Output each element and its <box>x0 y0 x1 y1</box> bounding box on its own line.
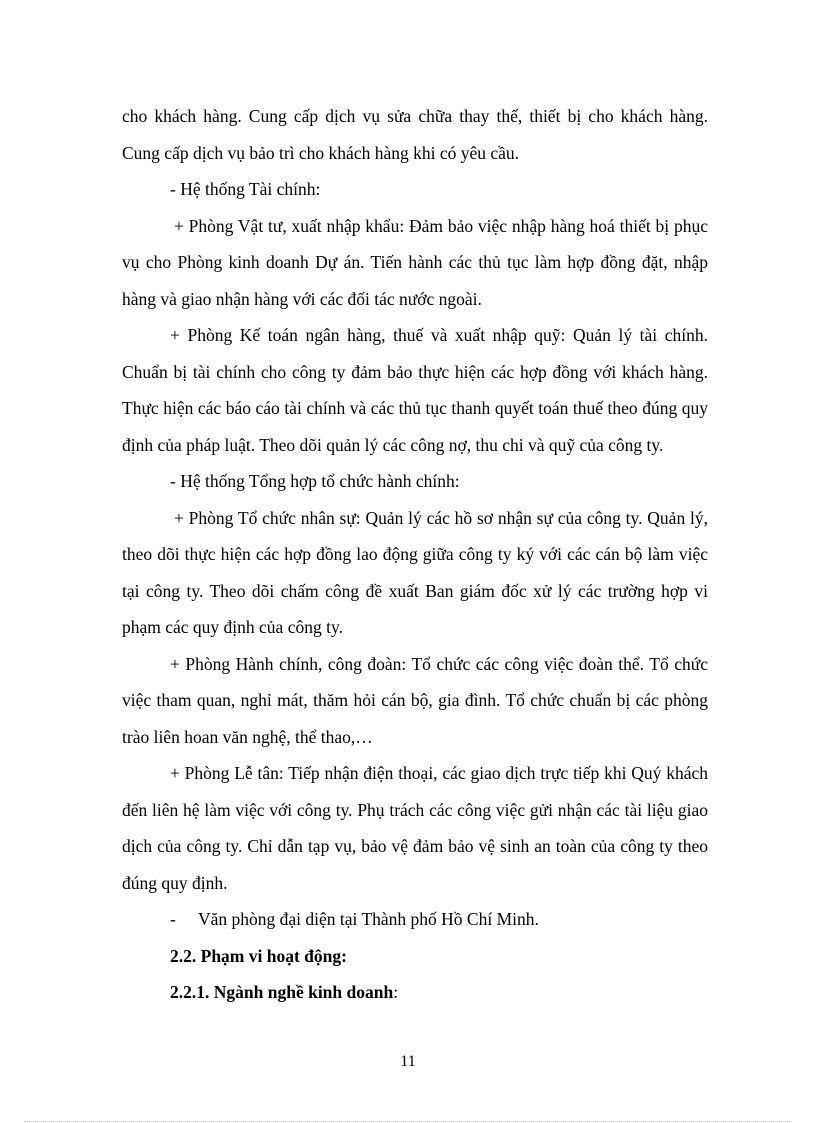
paragraph-services-continued: cho khách hàng. Cung cấp dịch vụ sửa chữa thay thế, thiết bị cho khách hàng. Cung cấp dịch vụ bảo trì cho khách hàng khi có yêu cầu. <box>122 106 708 163</box>
list-item-text: Văn phòng đại diện tại Thành phố Hồ Chí Minh. <box>198 909 539 929</box>
heading-business-lines-text: 2.2.1. Ngành nghề kinh doanh <box>170 982 394 1002</box>
document-body <box>122 98 708 1011</box>
page-number: 11 <box>400 1053 416 1070</box>
list-dash: - <box>170 909 176 929</box>
paragraph-admin-union-dept: + Phòng Hành chính, công đoàn: Tổ chức các công việc đoàn thể. Tổ chức việc tham quan, nghỉ mát, thăm hỏi cán bộ, gia đình. Tổ chức chuẩn bị các phòng trào liên hoan văn nghệ, thể thao,… <box>122 653 708 747</box>
paragraph-accounting-dept: + Phòng Kế toán ngân hàng, thuế và xuất nhập quỹ: Quản lý tài chính. Chuẩn bị tài chính cho công ty đảm bảo thực hiện các hợp đồng với khách hàng. Thực hiện các báo cáo tài chính và các thủ tục thanh quyết toán thuế theo đúng quy định của pháp luật. Theo dõi quản lý các công nợ, thu chi và quỹ của công ty. <box>122 325 708 455</box>
heading-business-lines-colon: : <box>393 982 399 1002</box>
paragraph-reception-dept: + Phòng Lễ tân: Tiếp nhận điện thoại, các giao dịch trực tiếp khi Quý khách đến liên hệ làm việc với công ty. Phụ trách các công việc gửi nhận các tài liệu giao dịch của công ty. Chỉ dẫn tạp vụ, bảo vệ đảm bảo vệ sinh an toàn của công ty theo đúng quy định. <box>122 763 708 893</box>
list-item-hcm-office <box>122 901 708 938</box>
heading-scope-of-operations: 2.2. Phạm vi hoạt động: <box>170 945 347 966</box>
section-admin-system: - Hệ thống Tổng hợp tổ chức hành chính: <box>170 471 460 491</box>
paragraph-hr-dept: + Phòng Tổ chức nhân sự: Quản lý các hồ sơ nhận sự của công ty. Quản lý, theo dõi thực hiện các hợp đồng lao động giữa công ty ký với các cán bộ làm việc tại công ty. Theo dõi chấm công đề xuất Ban giám đốc xử lý các trường hợp vi phạm các quy định của công ty. <box>122 507 708 637</box>
footer-divider <box>24 1121 792 1122</box>
section-finance-system: - Hệ thống Tài chính: <box>170 179 321 199</box>
paragraph-materials-import-dept: + Phòng Vật tư, xuất nhập khẩu: Đảm bảo việc nhập hàng hoá thiết bị phục vụ cho Phòng kinh doanh Dự án. Tiến hành các thủ tục làm hợp đồng đặt, nhập hàng và giao nhận hàng với các đối tác nước ngoài. <box>122 215 708 309</box>
heading-business-lines <box>122 974 708 1011</box>
